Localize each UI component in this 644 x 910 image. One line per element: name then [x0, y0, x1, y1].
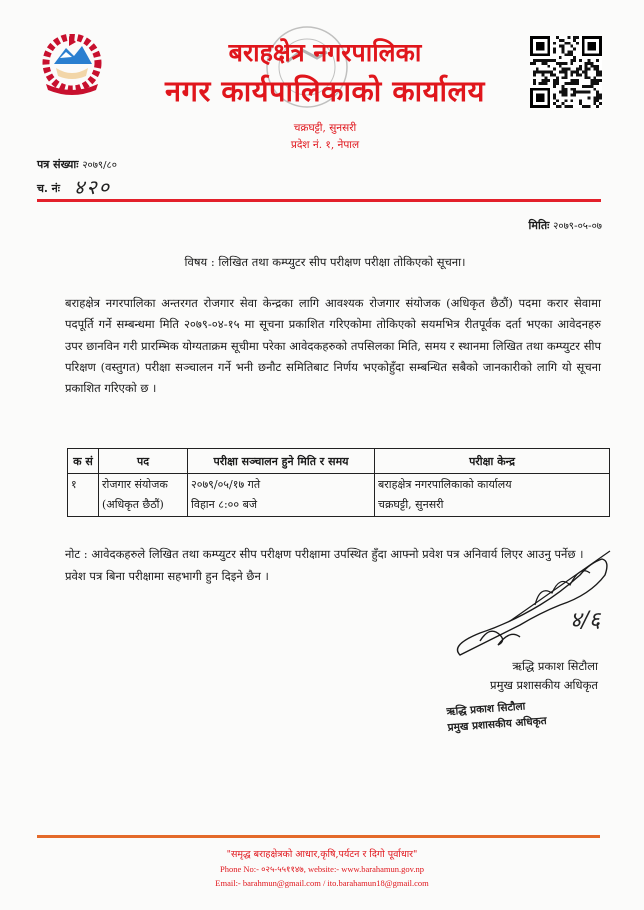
- subject-line: विषय : लिखित तथा कम्प्युटर सीप परीक्षण परीक्षा तोकिएको सूचना।: [184, 255, 466, 269]
- exam-date: २०७९/०५/१७ गते: [191, 478, 261, 491]
- address-city: चक्रघट्टी, सुनसरी: [293, 122, 357, 134]
- letter-number-value: २०७९/८०: [82, 160, 117, 171]
- signatory-name: ऋद्धि प्रकाश सिटौला: [512, 659, 598, 673]
- cell-datetime: [188, 474, 375, 517]
- stamp-name: ऋद्धि प्रकाश सिटौला: [446, 700, 526, 718]
- header-serial: क सं: [68, 449, 99, 474]
- cell-center: [375, 474, 610, 517]
- notice-body: बराहक्षेत्र नगरपालिका अन्तरगत रोजगार सेवा केन्द्रका लागि आवश्यक रोजगार संयोजक (अधिकृत छैठौं) पदमा करार सेवामा पदपूर्ति गर्ने सम्बन्धमा मिति २०७९-०४-१५ मा सूचना प्रकाशित गरिएकोमा तोकिएको सयमभित्र रीतपूर्वक दर्ता भएका आवेदनहरु उपर छानविन गरी प्रारम्भिक योग्यताक्रम सूचीमा परेका आवेदकहरुको तपसिलका मिति, समय र स्थानमा लिखित तथा कम्प्युटर सीप परिक्षण (वस्तुगत) परीक्षा सञ्चालन गर्ने भनी छनौट समितिबाट निर्णय भएकोहुँदा सम्बन्धित सबैको जानकारीको लागि यो सूचना प्रकाशित गरिएको छ ।: [65, 296, 601, 396]
- nepal-emblem-logo: [36, 34, 108, 96]
- post-level: (अधिकृत छैठौं): [102, 498, 164, 511]
- letter-number: [37, 157, 117, 173]
- footer-slogan: "समृद्ध बराहक्षेत्रको आधार,कृषि,पर्यटन र दिगो पूर्वाधार": [226, 849, 418, 860]
- header-center: परीक्षा केन्द्र: [375, 449, 610, 474]
- qr-code: [528, 36, 604, 108]
- cell-post: [99, 474, 188, 517]
- center-address: चक्रघट्टी, सुनसरी: [378, 498, 444, 511]
- signatory-block: [430, 657, 598, 695]
- issue-date: [480, 218, 602, 233]
- letter-number-label: पत्र संख्याः: [37, 158, 79, 171]
- post-name: रोजगार संयोजक: [102, 478, 168, 491]
- table-row: [68, 474, 610, 517]
- center-name: बराहक्षेत्र नगरपालिकाको कार्यालय: [378, 478, 512, 491]
- signature-mark: ४/६: [570, 608, 601, 633]
- stamp-title: प्रमुख प्रशासकीय अधिकृत: [447, 715, 548, 734]
- header-divider: [37, 199, 601, 202]
- table-header-row: [68, 449, 610, 474]
- address-province: प्रदेश नं. १, नेपाल: [290, 139, 360, 151]
- footer-divider: [37, 835, 600, 838]
- date-label: मितिः: [528, 219, 550, 232]
- note-text: नोट : आवेदकहरुले लिखित तथा कम्प्युटर सीप परीक्षण परीक्षामा उपस्थित हुँदा आफ्नो प्रवेश पत्र अनिवार्य लिएर आउनु पर्नेछ । प्रवेश पत्र बिना परीक्षामा सहभागी हुन दिइने छैन ।: [65, 547, 584, 583]
- header-datetime: परीक्षा सञ्चालन हुने मिति र समय: [188, 449, 375, 474]
- exam-schedule-table: [67, 448, 610, 517]
- cell-serial: १: [68, 474, 99, 517]
- name-stamp: [446, 694, 598, 736]
- municipality-name: बराहक्षेत्र नगरपालिका: [228, 38, 422, 67]
- office-name: नगर कार्यपालिकाको कार्यालय: [165, 74, 485, 108]
- signatory-title: प्रमुख प्रशासकीय अधिकृत: [490, 678, 598, 692]
- header-post: पद: [99, 449, 188, 474]
- footer-email: Email:- barahmun@gmail.com / ito.barahamun18@gmail.com: [215, 878, 429, 888]
- footer-contact: Phone No:- ०२५-५५११४७, website:- www.barahamun.gov.np: [220, 864, 424, 874]
- dispatch-number: [37, 175, 112, 199]
- dispatch-number-label: च. नंः: [37, 182, 60, 195]
- dispatch-number-value: ४२०: [73, 175, 112, 199]
- date-value: २०७९-०५-०७: [553, 221, 602, 232]
- handwritten-signature: [440, 545, 620, 675]
- exam-time: विहान ८:०० बजे: [191, 498, 258, 511]
